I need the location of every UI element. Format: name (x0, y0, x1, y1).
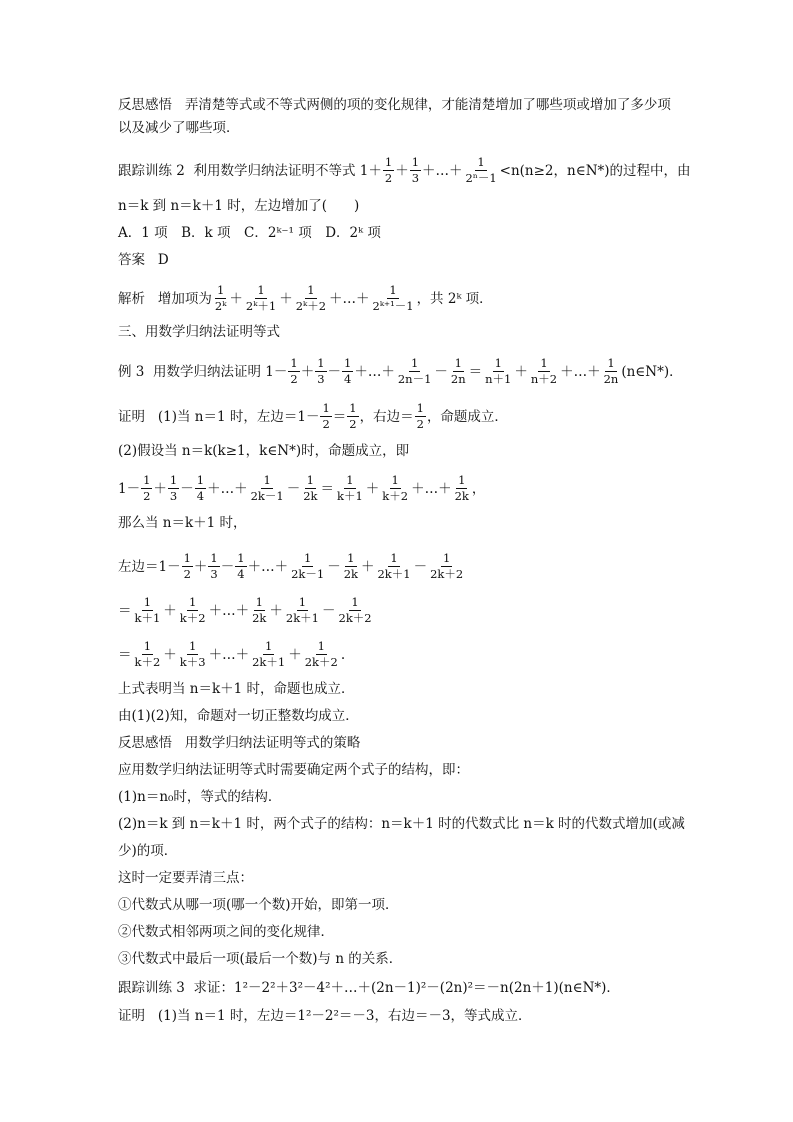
fraction-denominator: 2ᵏ＋2 (295, 299, 327, 313)
fraction (249, 474, 286, 503)
fraction-denominator: 3 (411, 171, 420, 185)
exercise-3-line (118, 978, 678, 998)
operator: ＝ (332, 408, 347, 425)
reflection-point-3 (118, 949, 678, 969)
answer-label: 答案 (118, 252, 145, 268)
fraction-denominator: 2k (252, 611, 267, 625)
fraction (371, 284, 416, 313)
proof-step-2 (118, 441, 678, 461)
fraction-denominator: 2 (384, 171, 393, 185)
fraction-numerator: 1 (143, 473, 151, 487)
fraction-numerator: 1 (442, 551, 451, 565)
proof-step1-mid: ，右边＝ (359, 408, 414, 425)
fraction (342, 357, 353, 386)
fraction-denominator: 2n (450, 372, 466, 386)
operator: ＝ (468, 363, 483, 380)
fraction-denominator: 4 (196, 489, 205, 503)
fraction-denominator: 2k－1 (291, 567, 325, 581)
example-label: 例 3 (118, 363, 145, 380)
fraction (244, 284, 278, 313)
exercise-label: 跟踪训练 2 (118, 162, 185, 179)
section-heading (118, 322, 678, 342)
fraction-numerator: 1 (210, 551, 218, 565)
proof-step-1 (118, 402, 678, 431)
fraction (415, 402, 426, 431)
reflection-point-1 (118, 895, 678, 915)
operator: － (327, 363, 342, 380)
reflection-2-line-1 (118, 760, 678, 780)
exercise-question: n＝k 到 n＝k＋1 时，左边增加了( ) (118, 198, 360, 214)
reflection-text: (1)n＝n₀时，等式的结构． (118, 789, 282, 805)
fraction (453, 474, 471, 503)
fraction-denominator: 2ᵏ⁺¹－1 (372, 299, 414, 313)
reflection-title: 用数学归纳法证明等式的策略 (184, 735, 361, 751)
fraction (529, 357, 559, 386)
fraction-numerator: 1 (257, 283, 265, 297)
section-title: 三、用数学归纳法证明等式 (118, 324, 280, 340)
fraction (428, 552, 465, 581)
proof-text: (1)当 n＝1 时，左边＝1²－2²＝－3，右边＝－3，等式成立． (157, 1008, 532, 1024)
fraction (250, 640, 287, 669)
left-side-equation: 左边＝1－ $\frac{1}{2}$ ＋ $\frac{1}{3}$ － $\frac{1}{4}$ ＋…＋ $\frac{1}{2k-1}$ － $\frac{1}{2k}$ ＋ $\frac{1}{2k+1}$ － $\frac{1}{2k+2}$ (118, 551, 464, 581)
fraction-numerator: 1 (410, 356, 419, 370)
fraction-numerator: 1 (346, 473, 354, 487)
fraction-numerator: 1 (143, 595, 152, 609)
fraction-denominator: 2k＋1 (252, 655, 286, 669)
reflection-label: 反思感悟 (118, 97, 172, 113)
analysis-text-pre: 增加项为 (157, 290, 212, 307)
reflection-2-line-4 (118, 841, 678, 861)
fraction-numerator: 1 (237, 551, 245, 565)
fraction (289, 552, 326, 581)
fraction (337, 596, 374, 625)
exercise-text-post: <n(n≥2，n∈N*)的过程中，由 (499, 162, 691, 179)
equation-part: ＝ (118, 602, 132, 619)
fraction-denominator: 2ᵏ (214, 299, 227, 313)
fraction (178, 596, 208, 625)
fraction-numerator: 1 (607, 356, 615, 370)
fraction-numerator: 1 (344, 356, 352, 370)
fraction-denominator: n＋1 (485, 372, 512, 386)
reflection-text: 这时一定要弄清三点： (118, 870, 253, 886)
fraction-denominator: 2k－1 (250, 489, 284, 503)
fraction-denominator: 2 (416, 417, 424, 431)
fraction-denominator: k＋1 (336, 489, 363, 503)
example-text-pre: 用数学归纳法证明 1－ (152, 363, 288, 380)
operator: ＋ (514, 363, 528, 380)
exercise-2-line-2 (118, 196, 678, 216)
fraction-numerator: 1 (416, 401, 424, 415)
fraction-denominator: 2k＋1 (377, 567, 411, 581)
exercise-2-line (118, 155, 691, 185)
fraction-numerator: 1 (303, 551, 312, 565)
fraction-numerator: 1 (454, 356, 462, 370)
fraction-numerator: 1 (540, 356, 548, 370)
operator: ＋ (300, 363, 315, 380)
fraction (178, 640, 208, 669)
fraction-numerator: 1 (390, 551, 398, 565)
fraction-numerator: 1 (347, 551, 355, 565)
reflection-text: ②代数式相邻两项之间的变化规律． (118, 924, 334, 940)
proof-label: 证明 (118, 408, 145, 425)
fraction-numerator: 1 (255, 595, 263, 609)
fraction-numerator: 1 (290, 356, 298, 370)
fraction (449, 357, 468, 386)
final-text: 由(1)(2)知，命题对一切正整数均成立． (118, 708, 359, 724)
fraction (208, 552, 219, 581)
reflection-point-2 (118, 922, 678, 942)
fraction-numerator: 1 (264, 639, 273, 653)
fraction (133, 640, 163, 669)
fraction (375, 552, 412, 581)
answer-line (118, 250, 678, 270)
fraction-numerator: 1 (263, 473, 271, 487)
operator: － (434, 363, 448, 380)
analysis-line: 解析 增加项为 $\frac{1}{\text{2ᵏ}}$ ＋ $\frac{1}{\text{2ᵏ＋1}}$ ＋ $\frac{1}{\text{2ᵏ＋2}}$ ＋…＋ $\frac{1}{\text{2ᵏ⁺¹－1}}$ ，共 2ᵏ 项． (118, 283, 493, 313)
proof-4-line (118, 1006, 678, 1026)
example-text-post: (n∈N*)． (621, 363, 683, 380)
fraction-numerator: 1 (143, 639, 152, 653)
answer-value: D (157, 252, 169, 268)
proof-step1-post: ，命题成立． (426, 408, 508, 425)
fraction-numerator: 1 (189, 595, 197, 609)
fraction (213, 284, 229, 313)
fraction (168, 474, 179, 503)
fraction-numerator: 1 (317, 639, 325, 653)
fraction-denominator: n＋2 (530, 372, 558, 386)
exercise-text-pre: 利用数学归纳法证明不等式 1＋ (193, 162, 382, 179)
proof-label: 证明 (118, 1008, 145, 1024)
fraction-numerator: 1 (322, 401, 330, 415)
fraction (133, 596, 163, 625)
fraction-numerator: 1 (298, 595, 307, 609)
reflection-text: ③代数式中最后一项(最后一个数)与 n 的关系． (118, 951, 403, 967)
fraction (235, 552, 246, 581)
fraction-denominator: 2k＋2 (304, 655, 338, 669)
fraction (342, 552, 360, 581)
reflection-text: 少)的项． (118, 843, 178, 859)
fraction-numerator: 1 (189, 639, 197, 653)
fraction-denominator: k＋3 (179, 655, 206, 669)
fraction-denominator: 2n (603, 372, 619, 386)
fraction-denominator: k＋2 (179, 611, 206, 625)
operator: ＋ (395, 162, 409, 179)
fraction-denominator: 2ⁿ－1 (465, 171, 497, 185)
fraction (250, 596, 268, 625)
fraction (464, 156, 499, 185)
reflection-paragraph-1 (118, 94, 678, 140)
reflection-text: 弄清楚等式或不等式两侧的项的变化规律，才能清楚增加了哪些项或增加了多少项以及减少了哪些项． (118, 97, 671, 136)
fraction-numerator: 1 (411, 155, 420, 169)
fraction-denominator: 2 (349, 417, 357, 431)
fraction (284, 596, 321, 625)
exercise-text: 求证：1²－2²＋3²－4²＋…＋(2n－1)²－(2n)²＝－n(2n＋1)(n∈N*)． (193, 980, 620, 996)
then-text: 那么当 n＝k＋1 时， (118, 515, 247, 531)
fraction-numerator: 1 (306, 473, 314, 487)
fraction-denominator: k＋2 (382, 489, 409, 503)
analysis-text-post: ，共 2ᵏ 项． (416, 290, 493, 307)
hypothesis-equation: 1－ $\frac{1}{2}$ ＋ $\frac{1}{3}$ － $\frac{1}{4}$ ＋…＋ $\frac{1}{2k-1}$ － $\frac{1}{2k}$ ＝ $\frac{1}{k+1}$ ＋ $\frac{1}{k+2}$ ＋…＋ $\frac{1}{2k}$ ， (118, 473, 486, 503)
fraction (320, 402, 331, 431)
fraction (141, 474, 152, 503)
fraction-denominator: 3 (210, 567, 218, 581)
fraction (195, 474, 206, 503)
fraction-denominator: k＋2 (134, 655, 161, 669)
answer-options: A．1 项 B．k 项 C．2ᵏ⁻¹ 项 D．2ᵏ 项 (118, 225, 381, 241)
proof-step2-text: (2)假设当 n＝k(k≥1，k∈N*)时，命题成立，即 (118, 443, 410, 459)
fraction-denominator: 2 (183, 567, 191, 581)
equation-part: ＝ (118, 646, 132, 663)
fraction (182, 552, 193, 581)
fraction-denominator: 2k＋1 (285, 611, 319, 625)
fraction-numerator: 1 (196, 473, 205, 487)
fraction-denominator: 2k (303, 489, 318, 503)
fraction-numerator: 1 (391, 473, 399, 487)
proof-step1-pre: (1)当 n＝1 时，左边＝1－ (157, 408, 320, 425)
example-3-line (118, 356, 683, 386)
fraction-numerator: 1 (494, 356, 502, 370)
fraction (602, 357, 621, 386)
fraction-denominator: 2k (454, 489, 469, 503)
equation-part: 1－ (118, 480, 141, 497)
fraction-denominator: 4 (237, 567, 245, 581)
conclusion-line (118, 679, 678, 699)
fraction-numerator: 1 (349, 401, 357, 415)
fraction-numerator: 1 (169, 473, 178, 487)
operator: ＋…＋ (354, 363, 395, 380)
operator: ＋…＋ (560, 363, 601, 380)
fraction (347, 402, 358, 431)
reflection-text: (2)n＝k 到 n＝k＋1 时，两个式子的结构：n＝k＋1 时的代数式比 n＝k 时的代数式增加(或减 (118, 816, 685, 832)
conclusion-text: 上式表明当 n＝k＋1 时，命题也成立． (118, 681, 355, 697)
fraction (380, 474, 410, 503)
fraction (288, 357, 299, 386)
reflection-label: 反思感悟 (118, 735, 172, 751)
fraction-denominator: 2k＋2 (430, 567, 464, 581)
equation-step-2: ＝ $\frac{1}{k+2}$ ＋ $\frac{1}{k+3}$ ＋…＋ $\frac{1}{2k+1}$ ＋ $\frac{1}{2k+2}$ . (118, 639, 346, 669)
fraction-denominator: k＋1 (134, 611, 161, 625)
operator: ＋…＋ (422, 162, 463, 179)
fraction-numerator: 1 (389, 283, 397, 297)
equation-step-1: ＝ $\frac{1}{k+1}$ ＋ $\frac{1}{k+2}$ ＋…＋ $\frac{1}{2k}$ ＋ $\frac{1}{2k+1}$ － $\frac{1}{2k+2}$ (118, 595, 372, 625)
reflection-text: 应用数学归纳法证明等式时需要确定两个式子的结构，即： (118, 762, 469, 778)
fraction-denominator: 2k (343, 567, 358, 581)
fraction-numerator: 1 (458, 473, 466, 487)
fraction (294, 284, 328, 313)
fraction-denominator: 4 (344, 372, 352, 386)
fraction (410, 156, 421, 185)
fraction-denominator: 2 (143, 489, 151, 503)
fraction-denominator: 3 (317, 372, 325, 386)
reflection-2-line-2 (118, 787, 678, 807)
fraction-denominator: 2k＋2 (338, 611, 372, 625)
fraction (301, 474, 319, 503)
left-side-label: 左边＝1－ (118, 558, 181, 575)
fraction-numerator: 1 (317, 356, 325, 370)
fraction-denominator: 2 (322, 417, 330, 431)
fraction (483, 357, 513, 386)
fraction (303, 640, 340, 669)
fraction-numerator: 1 (307, 283, 315, 297)
fraction (315, 357, 326, 386)
reflection-2-line-5 (118, 868, 678, 888)
fraction-numerator: 1 (183, 551, 191, 565)
reflection-text: ①代数式从哪一项(哪一个数)开始，即第一项． (118, 897, 399, 913)
fraction-denominator: 3 (169, 489, 178, 503)
fraction-denominator: 2 (290, 372, 298, 386)
fraction-numerator: 1 (477, 155, 485, 169)
exercise-2-options (118, 223, 678, 243)
final-line (118, 706, 678, 726)
fraction (396, 357, 434, 386)
analysis-label: 解析 (118, 290, 145, 307)
fraction-denominator: 2n－1 (397, 372, 432, 386)
then-line (118, 513, 678, 533)
exercise-label: 跟踪训练 3 (118, 980, 185, 996)
fraction-numerator: 1 (216, 283, 225, 297)
reflection-2-line-3 (118, 814, 685, 834)
reflection-2-heading (118, 733, 678, 753)
fraction (335, 474, 365, 503)
fraction (383, 156, 394, 185)
fraction-denominator: 2ᵏ＋1 (245, 299, 277, 313)
fraction-numerator: 1 (384, 155, 393, 169)
operator: ＋…＋ (329, 290, 370, 307)
fraction-numerator: 1 (351, 595, 359, 609)
